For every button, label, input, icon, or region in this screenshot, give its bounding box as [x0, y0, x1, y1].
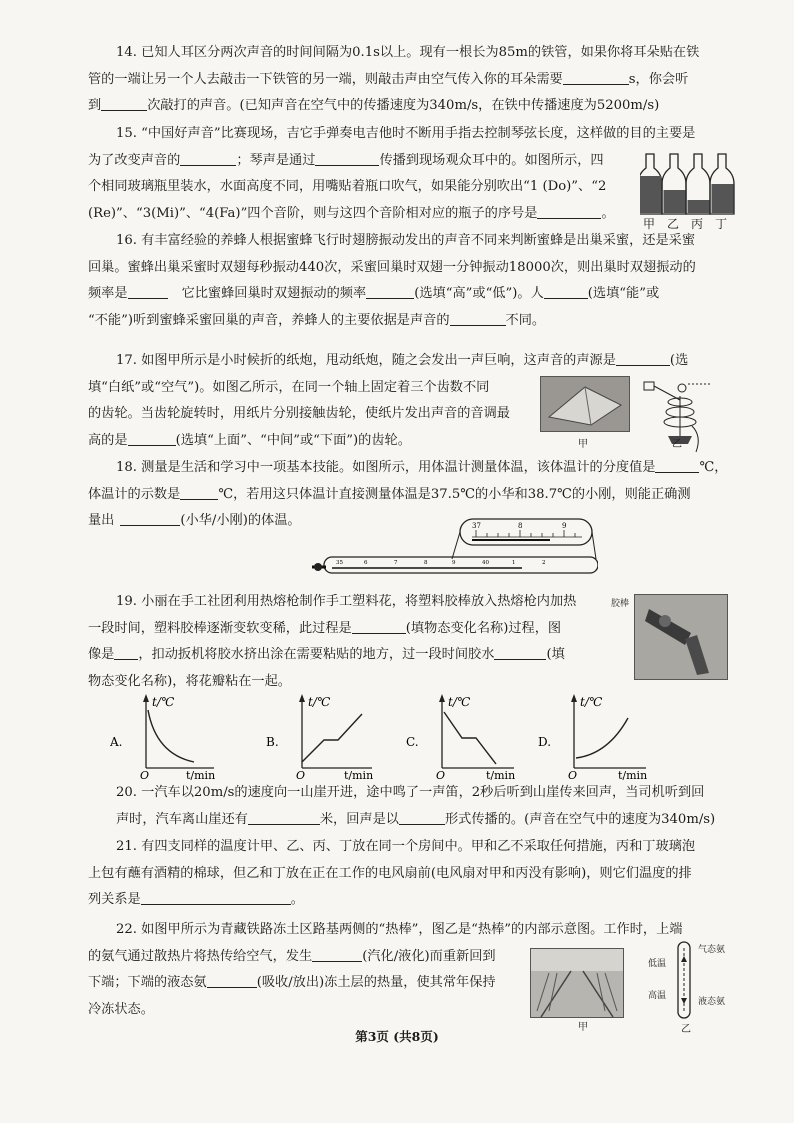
- graph-a: [110, 688, 224, 780]
- question-21: [88, 834, 730, 914]
- q15-text: (Re)”、“3(Mi)”、“4(Fa)”四个音阶，则与这四个音阶相对应的瓶子的序号是: [88, 205, 538, 221]
- glue-gun-shape: [635, 595, 727, 679]
- answer-blank[interactable]: [544, 284, 588, 299]
- graph-c-xlabel: t/min: [486, 769, 516, 780]
- q15-text: ；琴声是通过: [236, 152, 316, 168]
- bottle-jia: [640, 154, 662, 214]
- bottle-label-bing: 丙: [691, 217, 704, 231]
- option-d-label: D.: [538, 735, 552, 749]
- q21-line3: [88, 887, 730, 914]
- graph-b: [266, 688, 382, 780]
- q17-text: (选填“上面”、“中间”或“下面”)的齿轮。: [175, 432, 411, 448]
- label-gas-ammonia: 气态氨: [698, 945, 726, 955]
- q21-text: 。: [290, 892, 304, 907]
- q15-text: 。: [601, 205, 615, 221]
- gear-apparatus-figure: [640, 374, 730, 454]
- q22-text: (汽化/液化)而重新回到: [362, 948, 496, 964]
- q14-text: 管的一端让另一个人去敲击一下铁管的另一端，则敲击声由空气传入你的耳朵需要: [88, 71, 563, 87]
- small-scale-9: 9: [452, 560, 456, 566]
- q15-text: 传播到现场观众耳中的。如图所示，四: [379, 152, 604, 168]
- graph-a-curve: [148, 710, 194, 762]
- q14-text: 次敲打的声音。(已知声音在空气中的传播速度为340m/s，在铁中传播速度为5200m/s): [147, 98, 660, 113]
- graph-d: [538, 688, 656, 780]
- graph-b-ylabel: t/℃: [308, 695, 331, 709]
- thermometer-figure: [312, 517, 598, 583]
- bottle-ding: [710, 154, 734, 214]
- railway-shape: [531, 949, 623, 1017]
- q18-text: 体温计的示数是: [88, 486, 181, 502]
- q22-text: (吸收/放出)冻土层的热量，使其常年保持: [256, 975, 496, 990]
- paper-cannon-shape: [541, 377, 629, 431]
- answer-blank[interactable]: [128, 284, 168, 299]
- bottle-label-yi: 乙: [667, 217, 680, 231]
- q16-line2: 回巢。蜜蜂出巢采蜜时双翅每秒振动440次，采蜜回巢时双翅一分钟振动18000次，则出巢时双翅振动的: [88, 259, 696, 275]
- answer-blank[interactable]: [128, 431, 176, 446]
- graph-b-curve: [302, 714, 362, 762]
- q19-line4: 物态变化名称)，将花瓣粘在一起。: [88, 673, 291, 689]
- q17-line4: [88, 428, 730, 455]
- graph-b-origin: O: [296, 769, 306, 780]
- page-footer: 第3页 (共8页): [355, 1029, 439, 1044]
- bottle-label-jia: 甲: [643, 217, 656, 231]
- graph-d-origin: O: [568, 769, 578, 780]
- railway-photo: [530, 948, 624, 1018]
- q16-text: (选填“能”或: [587, 286, 660, 301]
- answer-blank[interactable]: [207, 973, 257, 988]
- answer-blank[interactable]: [366, 284, 414, 299]
- graph-c-ylabel: t/℃: [448, 695, 471, 709]
- q14-line3: [88, 93, 730, 120]
- q18-text: ℃，若用这只体温计直接测量体温是37.5℃的小华和38.7℃的小刚，则能正确测: [218, 486, 691, 502]
- q20-line2: [88, 807, 730, 834]
- q22-line4: 冷冻状态。: [88, 1001, 154, 1017]
- small-scale-1: 1: [512, 560, 516, 566]
- answer-blank[interactable]: [248, 810, 320, 825]
- question-20: [88, 780, 730, 833]
- answer-blank[interactable]: [180, 485, 218, 500]
- q17-line1: [88, 348, 730, 375]
- graph-d-xlabel: t/min: [618, 769, 648, 780]
- small-scale-8: 8: [424, 560, 428, 566]
- q18-text: 量出: [88, 513, 115, 528]
- answer-blank[interactable]: [616, 351, 670, 366]
- fig-caption-yi: 乙: [681, 1024, 691, 1035]
- graph-a-xlabel: t/min: [186, 769, 216, 780]
- answer-blank[interactable]: [399, 810, 445, 825]
- q15-line4: [88, 201, 730, 228]
- bottle-yi: [662, 154, 686, 214]
- graph-b-xlabel: t/min: [344, 769, 374, 780]
- q19-line1: 19. 小丽在手工社团利用热熔枪制作手工塑料花，将塑料胶棒放入热熔枪内加热: [116, 594, 577, 609]
- big-scale-9: 9: [562, 522, 567, 530]
- q22-text: 的氨气通过散热片将热传给空气，发生: [88, 948, 313, 964]
- q17-text: 高的是: [88, 432, 128, 448]
- graph-c-curve: [444, 712, 496, 764]
- graph-a-origin: O: [140, 769, 150, 780]
- q19-text: 一段时间，塑料胶棒逐渐变软变稀，此过程是: [88, 620, 352, 636]
- q16-text: “不能”)听到蜜蜂采蜜回巢的声音，养蜂人的主要依据是声音的: [88, 312, 450, 328]
- big-scale-37: 37: [472, 522, 481, 530]
- q16-text: 频率是: [88, 286, 128, 301]
- answer-blank[interactable]: [312, 947, 362, 962]
- answer-blank[interactable]: [180, 151, 236, 166]
- fig-caption-yi: 乙: [672, 439, 682, 450]
- small-scale-35: 35: [336, 560, 343, 566]
- label-liquid-ammonia: 液态氨: [698, 997, 726, 1007]
- question-16: [88, 228, 730, 334]
- glue-stick-label: 胶棒: [611, 599, 630, 609]
- q18-text: 18. 测量是生活和学习中一项基本技能。如图所示，用体温计测量体温，该体温计的分度值是: [116, 460, 656, 475]
- q22-text: 下端；下端的液态氨: [88, 975, 207, 990]
- small-scale-2: 2: [542, 560, 546, 566]
- small-scale-40: 40: [482, 560, 489, 566]
- answer-blank[interactable]: [450, 311, 506, 326]
- q14-text: s，你会听: [628, 71, 689, 87]
- question-22: [88, 917, 730, 1023]
- q18-line2: [88, 482, 730, 509]
- q14-text: 到: [88, 98, 102, 113]
- answer-blank[interactable]: [114, 645, 138, 660]
- q17-line2: 填“白纸”或“空气”)。如图乙所示，在同一个轴上固定着三个齿数不同: [88, 379, 490, 395]
- q19-text: ，扣动扳机将胶水挤出涂在需要粘贴的地方，过一段时间胶水: [138, 647, 495, 662]
- q22-line2: [88, 944, 730, 971]
- q16-text: 它比蜜蜂回巢时双翅振动的频率: [181, 286, 367, 301]
- answer-blank[interactable]: [494, 645, 546, 660]
- paper-cannon-photo: [540, 376, 630, 432]
- bottle-bing: [686, 154, 710, 214]
- q19-text: 像是: [88, 647, 115, 662]
- graph-c-origin: O: [436, 769, 446, 780]
- q16-text: (选填“高”或“低”)。人: [414, 286, 544, 301]
- q16-line1: 16. 有丰富经验的养蜂人根据蜜蜂飞行时翅膀振动发出的声音不同来判断蜜蜂是出巢采蜜，还是采蜜: [116, 233, 696, 248]
- q20-text: 米，回声是以: [319, 811, 399, 827]
- graph-a-ylabel: t/℃: [152, 695, 175, 709]
- q19-text: (填物态变化名称)过程，图: [405, 620, 562, 636]
- big-scale-8: 8: [518, 522, 523, 530]
- label-high-temp: 高温: [648, 991, 667, 1001]
- q22-line1: 22. 如图甲所示为青藏铁路冻土区路基两侧的“热棒”，图乙是“热棒”的内部示意图。工作时，上端: [116, 922, 683, 937]
- fig-caption-jia: 甲: [578, 1022, 588, 1033]
- small-scale-6: 6: [364, 560, 368, 566]
- q14-line1: 14. 已知人耳区分两次声音的时间间隔为0.1s以上。现有一根长为85m的铁管，如果你将耳朵贴在铁: [116, 45, 700, 60]
- q15-line3: 个相同玻璃瓶里装水，水面高度不同，用嘴贴着瓶口吹气，如果能分别吹出“1 (Do)”、“2: [88, 179, 607, 194]
- question-14: [88, 40, 730, 120]
- answer-blank[interactable]: [563, 70, 629, 85]
- q14-line2: [88, 67, 730, 94]
- fig-caption-jia: 甲: [578, 439, 588, 450]
- q17-text: (选: [669, 353, 689, 368]
- option-a-label: A.: [110, 735, 123, 749]
- graph-d-ylabel: t/℃: [580, 695, 603, 709]
- q18-line1: [88, 455, 730, 482]
- answer-blank[interactable]: [315, 151, 379, 166]
- option-b-label: B.: [266, 735, 279, 749]
- q15-line2: [88, 148, 730, 175]
- answer-blank[interactable]: [537, 204, 601, 219]
- q15-line1: 15. “中国好声音”比赛现场，吉它手弹奏电吉他时不断用手指去控制琴弦长度，这样做的目的主要是: [116, 126, 696, 141]
- q17-text: 17. 如图甲所示是小时候折的纸炮，甩动纸炮，随之会发出一声巨响，这声音的声源是: [116, 353, 616, 368]
- graph-c: [406, 688, 524, 780]
- q20-line1: 20. 一汽车以20m/s的速度向一山崖开进，途中鸣了一声笛，2秒后听到山崖传来回声，当司机听到回: [116, 785, 705, 800]
- q21-text: 列关系是: [88, 892, 141, 907]
- q20-text: 形式传播的。(声音在空气中的速度为340m/s): [445, 811, 716, 827]
- heat-rod-diagram: [672, 940, 696, 1020]
- q20-text: 声时，汽车离山崖还有: [116, 811, 248, 827]
- q16-line4: [88, 308, 730, 335]
- answer-blank[interactable]: [655, 458, 699, 473]
- glue-gun-photo: [634, 594, 728, 680]
- q21-line1: 21. 有四支同样的温度计甲、乙、丙、丁放在同一个房间中。甲和乙不采取任何措施，丙和丁玻璃泡: [116, 839, 696, 854]
- q16-text: 不同。: [505, 312, 546, 328]
- q16-line3: [88, 281, 730, 308]
- q18-text: (小华/小刚)的体温。: [180, 513, 301, 528]
- label-low-temp: 低温: [648, 959, 667, 969]
- answer-blank[interactable]: [120, 511, 180, 526]
- question-15: [88, 121, 730, 227]
- q21-line2: 上包有蘸有酒精的棉球，但乙和丁放在正在工作的电风扇前(电风扇对甲和丙没有影响)，则它们温度的排: [88, 865, 692, 881]
- q15-text: 为了改变声音的: [88, 152, 181, 168]
- small-scale-7: 7: [394, 560, 398, 566]
- bottle-label-ding: 丁: [715, 217, 728, 231]
- q22-line3: [88, 970, 730, 997]
- answer-blank[interactable]: [101, 96, 147, 111]
- option-c-label: C.: [406, 735, 419, 749]
- answer-blank[interactable]: [352, 619, 406, 634]
- q19-text: (填: [546, 647, 565, 662]
- answer-blank[interactable]: [141, 890, 291, 905]
- q17-line3: 的齿轮。当齿轮旋转时，用纸片分别接触齿轮，使纸片发出声音的音调最: [88, 406, 510, 421]
- graph-d-curve: [576, 718, 628, 758]
- question-17: [88, 348, 730, 454]
- q18-text: ℃，: [699, 460, 728, 475]
